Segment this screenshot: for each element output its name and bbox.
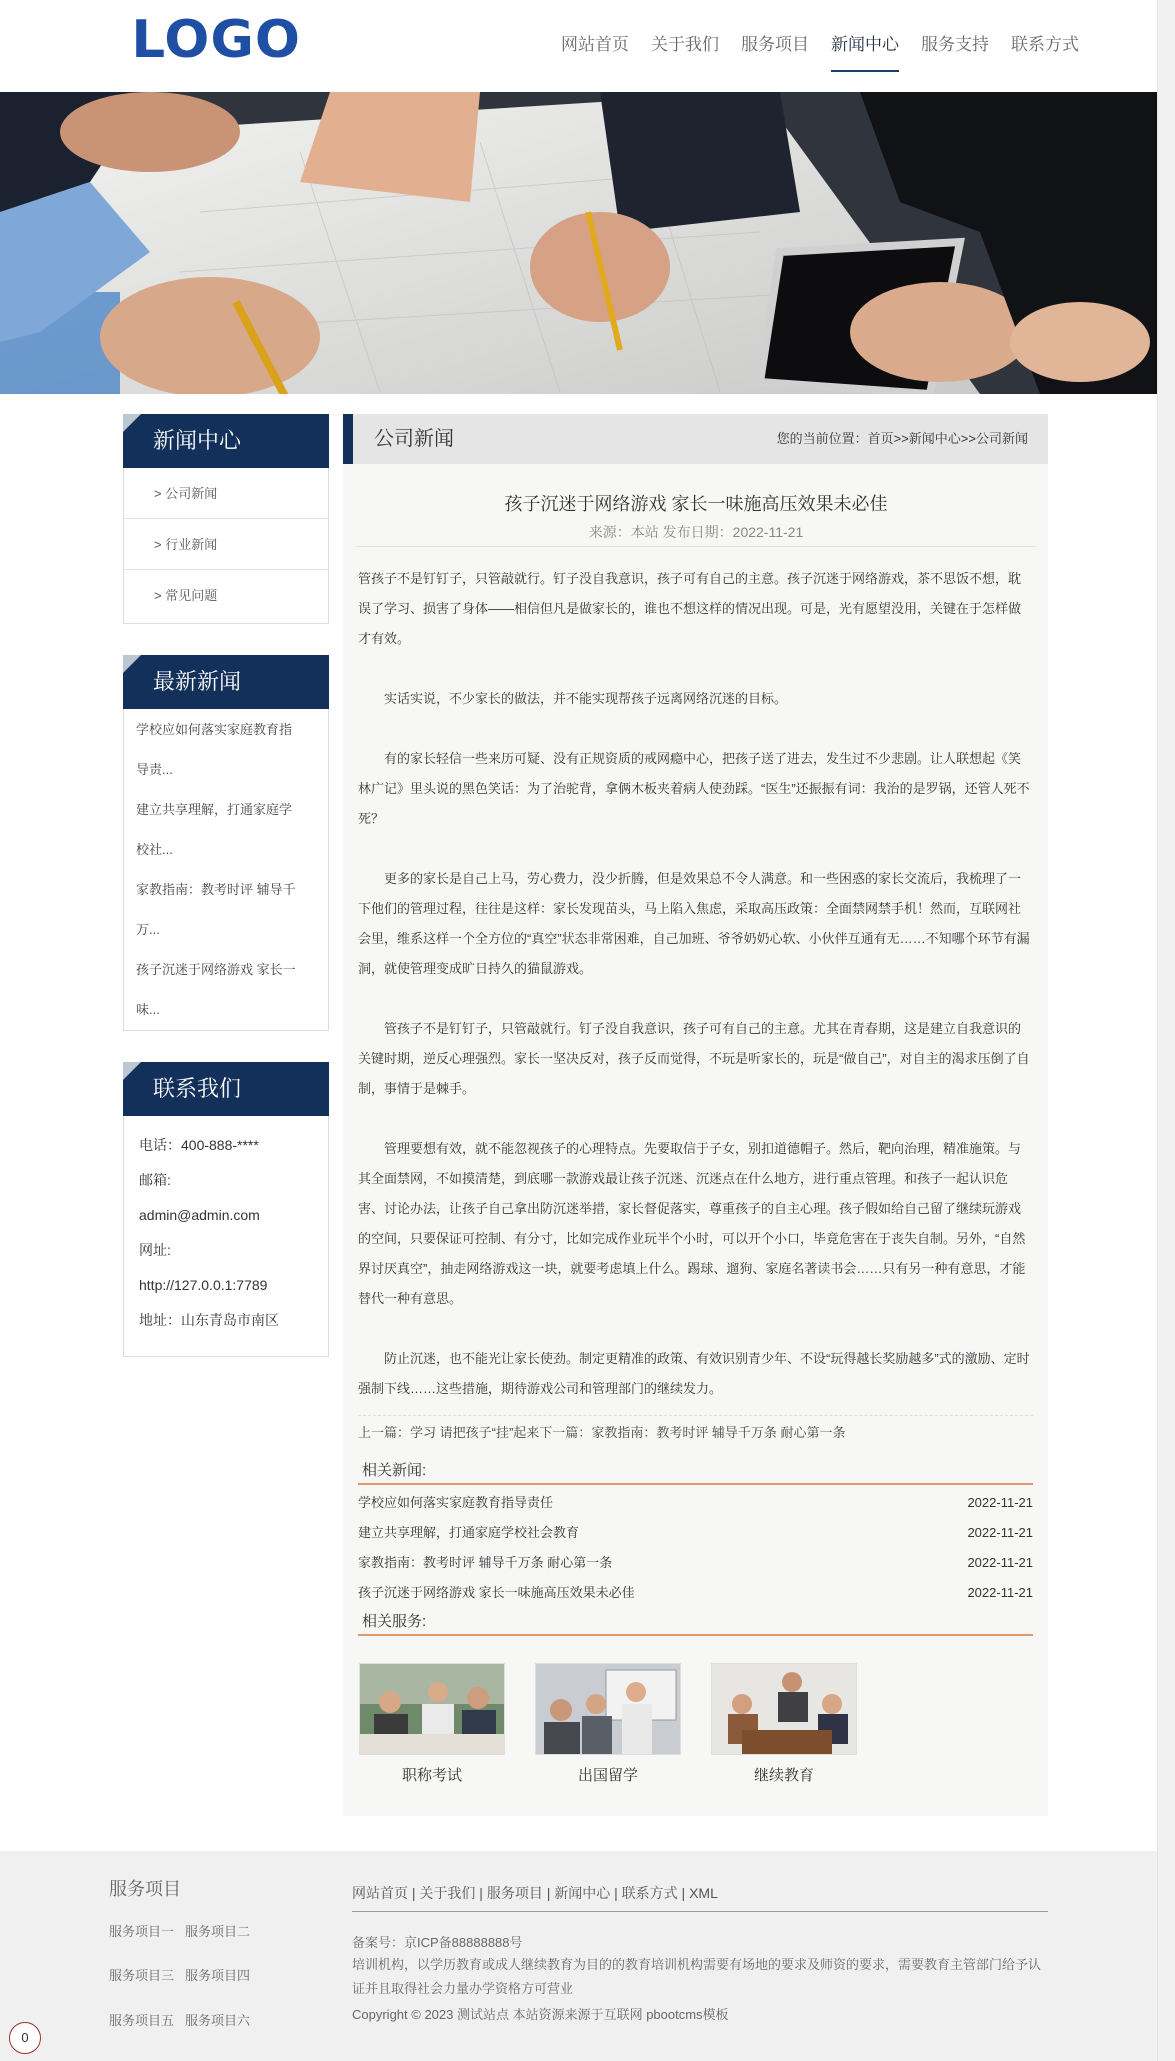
contact-email-label: 邮箱: (139, 1172, 171, 1188)
nav-services[interactable]: 服务项目 (741, 35, 809, 54)
related-news-row[interactable] (358, 1578, 1033, 1608)
service-name[interactable]: 继续教育 (753, 1767, 814, 1784)
article-paragraph: 防止沉迷，也不能光让家长使劲。制定更精准的政策、有效识别青少年、不设“玩得越长奖励越多”式的激励、定时强制下线……这些措施，期待游戏公司和管理部门的继续发力。 (358, 1351, 1030, 1396)
article-title: 孩子沉迷于网络游戏 家长一味施高压效果未必佳 (504, 494, 888, 514)
latest-news-item[interactable]: 家教指南：教考时评 辅导千万... (136, 882, 296, 937)
related-news-title[interactable]: 孩子沉迷于网络游戏 家长一味施高压效果未必佳 (358, 1585, 635, 1600)
related-news-title[interactable]: 学校应如何落实家庭教育指导责任 (358, 1495, 554, 1510)
article-paragraph: 管孩子不是钉钉子，只管敲就行。钉子没自我意识，孩子可有自己的主意。尤其在青春期，这是建立自我意识的关键时期，逆反心理强烈。家长一坚决反对，孩子反而觉得，不玩是听家长的，玩是“做自己”，对自主的渴求压倒了自制，事情于是棘手。 (358, 1021, 1030, 1096)
article-paragraph: 实话实说，不少家长的做法，并不能实现帮孩子远离网络沉迷的目标。 (358, 691, 788, 706)
contact-site-label: 网址: (139, 1242, 171, 1258)
sidebar-item-company-news[interactable]: > 公司新闻 (124, 468, 328, 519)
nav-support[interactable]: 服务支持 (921, 35, 989, 54)
banner-image (0, 92, 1157, 394)
related-news-row[interactable] (358, 1548, 1033, 1578)
related-news-label: 相关新闻: (358, 1458, 1033, 1485)
service-photo (712, 1664, 857, 1755)
prev-next-nav (358, 1415, 1033, 1443)
service-photo (360, 1664, 505, 1755)
service-name[interactable]: 出国留学 (577, 1767, 638, 1784)
contact-site[interactable]: http://127.0.0.1:7789 (139, 1277, 268, 1293)
contact-email[interactable]: admin@admin.com (139, 1207, 260, 1223)
sidebar-item-faq[interactable]: > 常见问题 (154, 588, 218, 603)
sidebar-news-center (123, 414, 329, 624)
main-content (343, 414, 1048, 1816)
next-article-link[interactable]: 家教指南：教考时评 辅导千万条 耐心第一条 (591, 1425, 846, 1440)
article-meta: 来源：本站 发布日期：2022-11-21 (356, 522, 1036, 547)
article-paragraph: 有的家长轻信一些来历可疑、没有正规资质的戒网瘾中心，把孩子送了进去，发生过不少悲剧。让人联想起《笑林广记》里头说的黑色笑话：为了治驼背，拿俩木板夹着病人使劲踩。“医生”还振振有词：我治的是罗锅，还管人死不死？ (358, 751, 1030, 826)
scrollbar[interactable] (1157, 0, 1175, 2061)
related-news-date: 2022-11-21 (967, 1555, 1033, 1570)
footer-icp: 备案号：京ICP备88888888号 (352, 1935, 523, 1950)
breadcrumb: 您的当前位置：首页>>新闻中心>>公司新闻 (776, 431, 1028, 446)
article-paragraph: 更多的家长是自己上马，劳心费力，没少折腾，但是效果总不令人满意。和一些困惑的家长交流后，我梳理了一下他们的管理过程，往往是这样：家长发现苗头，马上陷入焦虑，采取高压政策：全面禁网禁手机！然而，互联网社会里，维系这样一个全方位的“真空”状态非常困难，自己加班、爷爷奶奶心软、小伙伴互通有无……不知哪个环节有漏洞，就使管理变成旷日持久的猫鼠游戏。 (358, 871, 1030, 976)
related-news-row[interactable] (358, 1488, 1033, 1518)
latest-news-item[interactable]: 学校应如何落实家庭教育指导责... (136, 722, 293, 777)
page-title: 公司新闻 (374, 428, 454, 450)
footer-service-link[interactable]: 服务项目三 (109, 1968, 175, 1983)
footer-services-row (109, 2010, 261, 2029)
footer-service-link[interactable]: 服务项目六 (185, 2013, 251, 2028)
service-name[interactable]: 职称考试 (401, 1767, 462, 1784)
service-image[interactable] (711, 1663, 857, 1755)
nav-contact[interactable]: 联系方式 (1011, 35, 1079, 54)
main-header (343, 414, 1048, 464)
related-news-title[interactable]: 家教指南：教考时评 辅导千万条 耐心第一条 (358, 1555, 613, 1570)
sidebar-latest-news (123, 655, 329, 1031)
footer-services-row (109, 1921, 261, 1940)
footer-description: 培训机构，以学历教育或成人继续教育为目的的教育培训机构需要有场地的要求及师资的要求，需要教育主管部门给予认证并且取得社会力量办学资格方可营业 (352, 1957, 1042, 1996)
latest-news-item[interactable]: 建立共享理解，打通家庭学校社... (136, 802, 293, 857)
footer-services-row (109, 1965, 261, 1984)
nav-home[interactable]: 网站首页 (561, 35, 629, 54)
service-card[interactable] (535, 1663, 681, 1785)
prev-article-link[interactable]: 学习 请把孩子“挂”起来 (410, 1425, 540, 1440)
related-news-title[interactable]: 建立共享理解，打通家庭学校社会教育 (358, 1525, 580, 1540)
sidebar-item-industry-news[interactable]: > 行业新闻 (124, 519, 328, 570)
contact-phone: 电话：400-888-**** (139, 1137, 259, 1153)
latest-news-item[interactable]: 孩子沉迷于网络游戏 家长一味... (136, 962, 296, 1017)
footer-service-link[interactable]: 服务项目四 (185, 1968, 251, 1983)
service-image[interactable] (535, 1663, 681, 1755)
footer-service-link[interactable]: 服务项目五 (109, 2013, 175, 2028)
related-news-date: 2022-11-21 (967, 1525, 1033, 1540)
footer-service-link[interactable]: 服务项目一 (109, 1924, 175, 1939)
main-nav (550, 30, 1090, 72)
related-news-date: 2022-11-21 (967, 1585, 1033, 1600)
prev-label: 上一篇： (358, 1425, 411, 1440)
sidebar-contact-title: 联系我们 (123, 1062, 329, 1116)
footer-link-list[interactable]: 网站首页 | 关于我们 | 服务项目 | 新闻中心 | 联系方式 | XML (352, 1885, 718, 1901)
footer (0, 1851, 1157, 2061)
service-photo (536, 1664, 681, 1755)
logo[interactable]: LOGO (131, 10, 302, 70)
related-news-date: 2022-11-21 (967, 1495, 1033, 1510)
nav-about[interactable]: 关于我们 (651, 35, 719, 54)
next-label: 下一篇： (539, 1425, 592, 1440)
footer-copyright: Copyright © 2023 测试站点 本站资源来源于互联网 pbootcms模板 (352, 2007, 729, 2022)
related-services-label: 相关服务: (358, 1609, 1033, 1636)
service-card[interactable] (359, 1663, 505, 1785)
article-paragraph: 管理要想有效，就不能忽视孩子的心理特点。先要取信于子女，别扣道德帽子。然后，靶向治理，精准施策。与其全面禁网，不如摸清楚，到底哪一款游戏最让孩子沉迷、沉迷点在什么地方，进行重点管理。和孩子一起认识危害、讨论办法，让孩子自己拿出防沉迷举措，家长督促落实，尊重孩子的自主心理。孩子假如给自己留了继续玩游戏的空间，只要保证可控制、有分寸，比如完成作业玩半个小时，可以开个小口，毕竟危害在于丧失自制。另外，“自然界讨厌真空”，抽走网络游戏这一块，就要考虑填上什么。踢球、遛狗、家庭名著读书会……只有另一种有意思，才能替代一种有意思。 (358, 1141, 1026, 1306)
sidebar-contact (123, 1062, 329, 1357)
banner-illustration (0, 92, 1157, 394)
footer-links[interactable] (352, 1883, 1048, 1912)
related-news-row[interactable] (358, 1518, 1033, 1548)
counter-badge[interactable]: 0 (9, 2022, 41, 2054)
footer-services-title: 服务项目 (109, 1879, 181, 1899)
article-paragraph: 管孩子不是钉钉子，只管敲就行。钉子没自我意识，孩子可有自己的主意。孩子沉迷于网络游戏，茶不思饭不想，耽误了学习、损害了身体——相信但凡是做家长的，谁也不想这样的情况出现。可是，光有愿望没用，关键在于怎样做才有效。 (358, 571, 1022, 646)
footer-service-link[interactable]: 服务项目二 (185, 1924, 251, 1939)
header (0, 0, 1157, 92)
service-image[interactable] (359, 1663, 505, 1755)
contact-address: 地址：山东青岛市南区 (139, 1312, 279, 1328)
sidebar-latest-title: 最新新闻 (123, 655, 329, 709)
nav-news[interactable]: 新闻中心 (831, 30, 899, 72)
sidebar-news-center-title: 新闻中心 (123, 414, 329, 468)
article-body (358, 564, 1033, 1404)
service-card[interactable] (711, 1663, 857, 1785)
